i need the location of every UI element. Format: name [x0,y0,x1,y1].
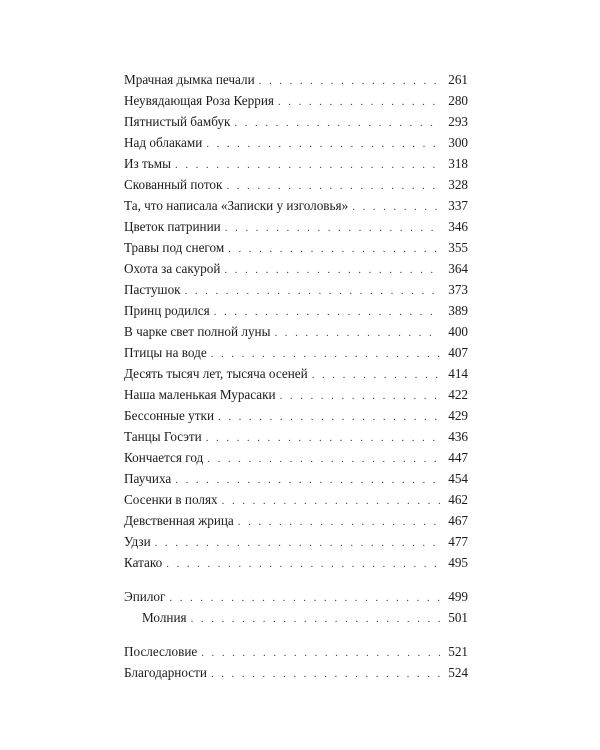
toc-entry-page: 389 [448,303,468,318]
dot-leader [274,323,440,343]
dot-leader [155,533,440,553]
toc-entry-title: Десять тысяч лет, тысяча осеней [124,366,308,381]
toc-entry-page: 429 [448,408,468,423]
dot-leader [259,71,440,91]
dot-leader [214,302,440,322]
dot-leader [175,470,440,490]
toc-entry-title: Послесловие [124,644,198,659]
toc-entry-page: 400 [448,324,468,339]
toc-entry [124,175,468,195]
toc-entry-page: 355 [448,240,468,255]
toc-entry [124,553,468,573]
toc-entry-title: Молния [142,610,187,625]
toc-entry-page: 300 [448,135,468,150]
dot-leader [278,92,440,112]
toc-entry-page: 499 [448,589,468,604]
toc-entry-title: В чарке свет полной луны [124,324,271,339]
toc-entry [124,490,468,510]
toc-entry-title: Благодарности [124,665,207,680]
dot-leader [234,113,440,133]
toc-entry-page: 467 [448,513,468,528]
dot-leader [207,449,440,469]
toc-entry [124,343,468,363]
toc-entry-page: 414 [448,366,468,381]
toc-entry-page: 261 [448,72,468,87]
dot-leader [224,260,440,280]
dot-leader [206,134,440,154]
toc-entry-page: 328 [448,177,468,192]
dot-leader [280,386,440,406]
toc-entry-title: Катако [124,555,163,570]
toc-entry-title: Пятнистый бамбук [124,114,231,129]
toc-entry [124,217,468,237]
toc-entry [124,469,468,489]
toc-subentry [142,608,468,628]
toc-entry-title: Принц родился [124,303,210,318]
toc-entry-page: 454 [448,471,468,486]
dot-leader [211,664,440,684]
toc-entry-title: Эпилог [124,589,166,604]
dot-leader [206,428,440,448]
toc-entry-title: Наша маленькая Мурасаки [124,387,276,402]
toc-entry-title: Птицы на воде [124,345,207,360]
toc-entry-title: Мрачная дымка печали [124,72,255,87]
toc-entry-title: Травы под снегом [124,240,225,255]
toc-entry-epilogue [124,587,468,607]
toc-entry-title: Неувядающая Роза Керрия [124,93,274,108]
dot-leader [222,491,440,511]
dot-leader [238,512,440,532]
toc-entry-page: 477 [448,534,468,549]
toc-entry-title: Из тьмы [124,156,172,171]
toc-entry-page: 280 [448,93,468,108]
toc-entry [124,364,468,384]
toc-entry [124,259,468,279]
toc-entry-title: Девственная жрица [124,513,234,528]
toc-entry-page: 373 [448,282,468,297]
dot-leader [175,155,440,175]
toc-entry [124,511,468,531]
toc-entry [124,448,468,468]
toc-entry [124,280,468,300]
dot-leader [169,588,440,608]
toc-entry-title: Скованный поток [124,177,223,192]
toc-entry-afterword [124,642,468,662]
toc-entry [124,70,468,90]
toc-entry-page: 436 [448,429,468,444]
toc-entry [124,322,468,342]
toc-entry-page: 293 [448,114,468,129]
toc-entry-page: 495 [448,555,468,570]
toc-entry [124,385,468,405]
toc-entry-title: Пастушок [124,282,181,297]
toc-entry-page: 422 [448,387,468,402]
toc-entry-page: 462 [448,492,468,507]
toc-entry [124,532,468,552]
dot-leader [226,176,440,196]
toc-entry-page: 318 [448,156,468,171]
toc-entry [124,133,468,153]
toc-entry-title: Цветок патринии [124,219,221,234]
toc-entry-page: 524 [448,665,468,680]
toc-entry-page: 521 [448,644,468,659]
toc-entry-page: 501 [448,610,468,625]
toc-entry-page: 346 [448,219,468,234]
toc-entry-page: 447 [448,450,468,465]
toc-entry-title: Кончается год [124,450,204,465]
toc-entry [124,112,468,132]
dot-leader [211,344,440,364]
toc-entry [124,301,468,321]
toc-entry [124,196,468,216]
toc-entry [124,91,468,111]
toc-entry [124,406,468,426]
dot-leader [228,239,440,259]
toc-entry-title: Та, что написала «Записки у изголовья» [124,198,349,213]
toc-entry [124,154,468,174]
dot-leader [312,365,440,385]
dot-leader [225,218,440,238]
toc-entry-page: 364 [448,261,468,276]
toc-entry-page: 407 [448,345,468,360]
toc-entry-title: Удзи [124,534,151,549]
toc-entry [124,238,468,258]
toc-entry-title: Танцы Госэти [124,429,202,444]
toc-entry-page: 337 [448,198,468,213]
dot-leader [201,643,440,663]
toc-entry-title: Над облаками [124,135,203,150]
dot-leader [191,609,440,629]
toc-entry [124,427,468,447]
toc-entry-title: Паучиха [124,471,172,486]
dot-leader [166,554,440,574]
toc-entry-title: Бессонные утки [124,408,215,423]
toc-entry-title: Охота за сакурой [124,261,221,276]
toc-entry-acknowledgements [124,663,468,683]
dot-leader [352,197,440,217]
dot-leader [185,281,440,301]
toc-entry-title: Сосенки в полях [124,492,218,507]
dot-leader [218,407,440,427]
